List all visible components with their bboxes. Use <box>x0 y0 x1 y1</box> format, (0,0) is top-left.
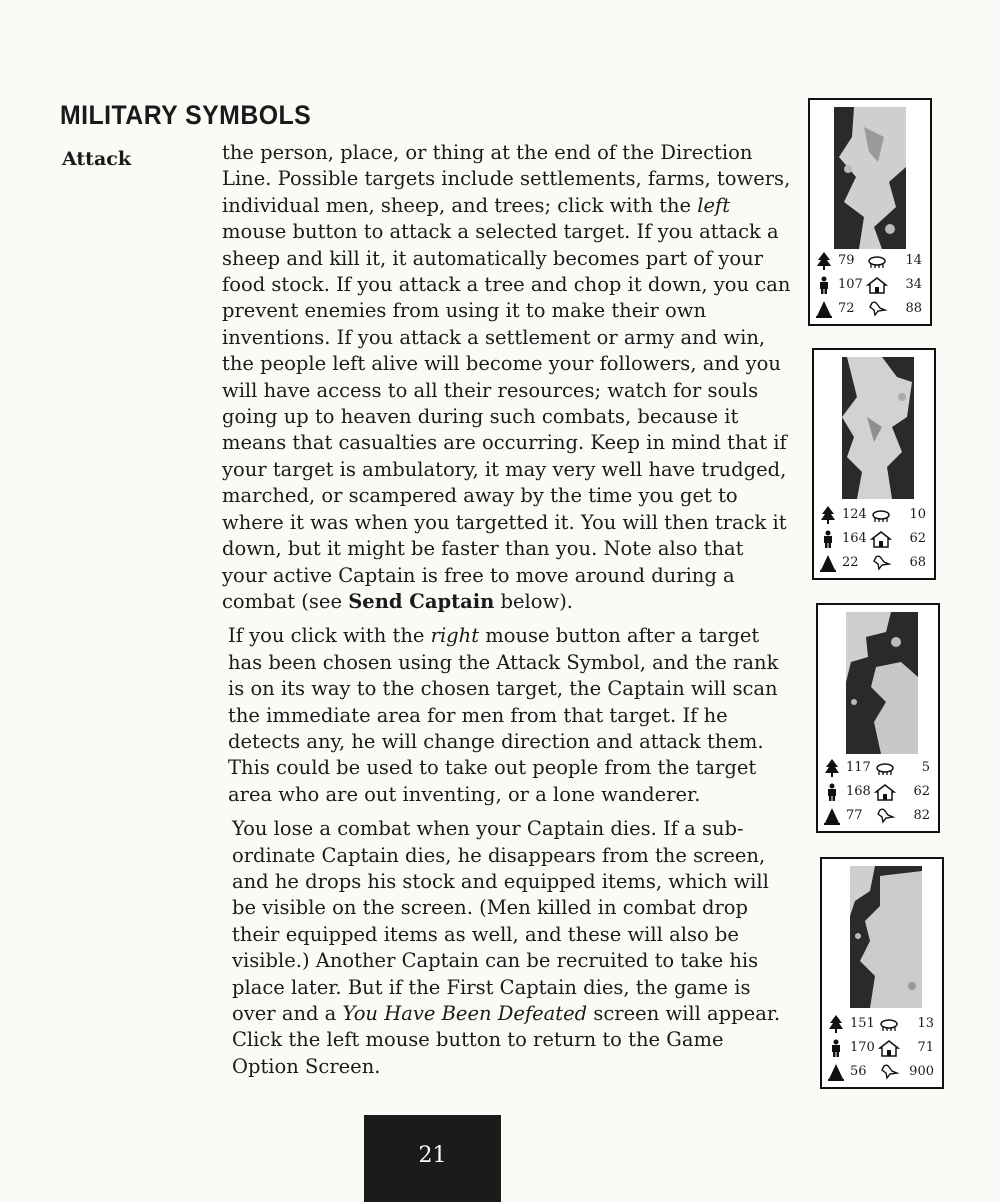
paragraph-1-text-c: below). <box>494 589 574 613</box>
paragraph-3-text-a: You lose a combat when your Captain dies. If a sub-ordinate Captain dies, he disappears from the screen, and he drops his stock and equipped items, which will be visible on the screen. (Men killed in combat drop their equipped items as well, and these will also be visible.) Another Captain can be recruited to take his place later. But if the First Captain dies, the game is over and a <box>232 817 769 1025</box>
send-captain-reference: Send Captain <box>348 589 495 613</box>
stat-value: 68 <box>909 555 926 570</box>
tree-icon <box>816 252 832 270</box>
man-icon <box>828 1039 844 1057</box>
stat-value: 151 <box>850 1016 875 1031</box>
tent-icon <box>824 807 840 825</box>
stat-row <box>826 1036 938 1060</box>
stat-value: 900 <box>909 1064 934 1079</box>
stat-value: 34 <box>905 277 922 292</box>
tree-icon <box>820 506 836 524</box>
stat-row <box>822 756 934 780</box>
sheep-icon <box>878 1015 900 1033</box>
page-title: MILITARY SYMBOLS <box>60 100 312 130</box>
stat-row <box>814 273 926 297</box>
panel-stats <box>826 1012 938 1084</box>
man-icon <box>824 783 840 801</box>
stat-value: 13 <box>917 1016 934 1031</box>
house-icon <box>870 530 892 548</box>
house-icon <box>878 1039 900 1057</box>
page-number: 21 <box>418 1143 447 1168</box>
paragraph-2-text-b: mouse button after a target has been chosen using the Attack Symbol, and the rank is on its way to the chosen target, the Captain will scan the immediate area for men from that target. If he detects any, he will change direction and attack them. This could be used to take out people from the target area who are out inventing, or a lone wanderer. <box>228 624 779 806</box>
house-icon <box>874 783 896 801</box>
man-icon <box>820 530 836 548</box>
bird-icon <box>878 1063 900 1081</box>
section-label-attack: Attack <box>62 148 132 170</box>
stat-value: 62 <box>913 784 930 799</box>
terrain-map <box>850 866 922 1008</box>
stat-row <box>826 1060 938 1084</box>
stat-row <box>818 551 930 575</box>
game-screenshot-panel <box>808 98 932 326</box>
sheep-icon <box>870 506 892 524</box>
stat-value: 168 <box>846 784 871 799</box>
stat-row <box>818 503 930 527</box>
game-screenshot-panel <box>812 348 936 580</box>
tree-icon <box>828 1015 844 1033</box>
stat-value: 82 <box>913 808 930 823</box>
game-screenshot-panel <box>816 603 940 833</box>
page-number-block <box>364 1115 501 1202</box>
stat-value: 124 <box>842 507 867 522</box>
panel-stats <box>814 249 926 321</box>
paragraph-1-text-a: the person, place, or thing at the end of the Direction Line. Possible targets include settlements, farms, towers, individual men, sheep, and trees; click with the <box>222 141 791 217</box>
paragraph-3-text-b: screen will appear. Click the left mouse button to return to the Game Option Screen. <box>232 1002 781 1078</box>
stat-row <box>814 249 926 273</box>
stat-value: 5 <box>921 760 930 775</box>
stat-value: 10 <box>909 507 926 522</box>
paragraph-2-italic: right <box>430 624 480 648</box>
stat-value: 107 <box>838 277 863 292</box>
stat-row <box>814 297 926 321</box>
paragraph-3 <box>232 816 794 1080</box>
paragraph-1 <box>222 140 794 615</box>
panel-stats <box>822 756 934 828</box>
bird-icon <box>866 300 888 318</box>
man-icon <box>816 276 832 294</box>
paragraph-1-italic: left <box>697 193 731 217</box>
stat-value: 164 <box>842 531 867 546</box>
paragraph-2-text-a: If you click with the <box>228 624 431 648</box>
terrain-map <box>846 612 918 754</box>
bird-icon <box>870 554 892 572</box>
stat-value: 79 <box>838 253 855 268</box>
stat-value: 77 <box>846 808 863 823</box>
stat-value: 56 <box>850 1064 867 1079</box>
stat-row <box>826 1012 938 1036</box>
tent-icon <box>816 300 832 318</box>
body-text <box>222 140 794 1088</box>
paragraph-1-text-b: mouse button to attack a selected target. If you attack a sheep and kill it, it automatically becomes part of your food stock. If you attack a tree and chop it down, you can prevent enemies from using it to make their own inventions. If you attack a settlement or army and win, the people left alive will become your followers, and you will have access to all their resources; watch for souls going up to heaven during such combats, because it means that casualties are occurring. Keep in mind that if your target is ambulatory, it may very well have trudged, marched, or scampered away by the time you get to where it was when you targetted it. You will then track it down, but it might be faster than you. Note also that your active Captain is free to move around during a combat (see <box>222 220 791 613</box>
stat-value: 170 <box>850 1040 875 1055</box>
sheep-icon <box>866 252 888 270</box>
tent-icon <box>820 554 836 572</box>
terrain-map <box>834 107 906 249</box>
stat-value: 117 <box>846 760 871 775</box>
paragraph-2 <box>228 623 794 808</box>
panel-stats <box>818 503 930 575</box>
tree-icon <box>824 759 840 777</box>
house-icon <box>866 276 888 294</box>
tent-icon <box>828 1063 844 1081</box>
stat-row <box>818 527 930 551</box>
game-screenshot-panel <box>820 857 944 1089</box>
stat-value: 88 <box>905 301 922 316</box>
stat-value: 71 <box>917 1040 934 1055</box>
bird-icon <box>874 807 896 825</box>
paragraph-3-italic: You Have Been Defeated <box>342 1002 588 1025</box>
stat-value: 62 <box>909 531 926 546</box>
sheep-icon <box>874 759 896 777</box>
stat-value: 14 <box>905 253 922 268</box>
stat-value: 72 <box>838 301 855 316</box>
stat-row <box>822 804 934 828</box>
terrain-map <box>842 357 914 499</box>
stat-value: 22 <box>842 555 859 570</box>
stat-row <box>822 780 934 804</box>
